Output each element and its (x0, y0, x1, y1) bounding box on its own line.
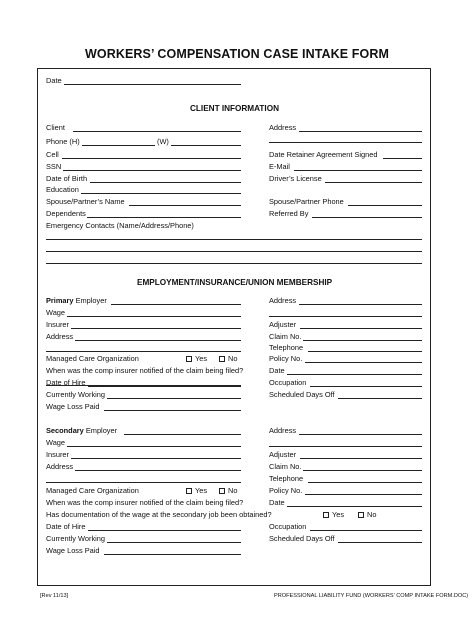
ssn-label: SSN (46, 162, 62, 171)
secondary-mco-yes[interactable] (186, 486, 207, 495)
client-field[interactable] (73, 131, 241, 132)
checkbox-icon[interactable] (186, 356, 192, 362)
email-field[interactable] (294, 170, 422, 171)
client-label: Client (46, 123, 65, 132)
primary-ins-address-field-2[interactable] (269, 316, 422, 317)
primary-address-label: Address (46, 332, 74, 341)
primary-insurer-label: Insurer (46, 320, 70, 329)
secondary-wage-field[interactable] (67, 446, 241, 447)
primary-telephone-field[interactable] (308, 351, 422, 352)
wage-doc-no[interactable] (358, 510, 376, 519)
primary-adjuster-label: Adjuster (269, 320, 297, 329)
primary-working-label: Currently Working (46, 390, 106, 399)
secondary-address-field-2[interactable] (46, 482, 241, 483)
emergency-line-1[interactable] (46, 239, 422, 240)
secondary-occupation-field[interactable] (310, 530, 422, 531)
secondary-mco-label: Managed Care Organization (46, 486, 139, 495)
primary-notified-label: When was the comp insurer notified of the claim being filed? (46, 366, 244, 375)
primary-wage-label: Wage (46, 308, 66, 317)
primary-employer-text: Employer (75, 296, 107, 305)
wage-doc-label: Has documentation of the wage at the secondary job been obtained? (46, 510, 272, 519)
footer-filename: PROFESSIONAL LIABILITY FUND (WORKERS’ COMP INTAKE FORM.DOC) (274, 593, 469, 599)
yes-label: Yes (195, 354, 208, 363)
primary-employer-label (46, 296, 107, 305)
secondary-days-off-field[interactable] (338, 542, 422, 543)
form-title: WORKERS’ COMPENSATION CASE INTAKE FORM (84, 47, 390, 61)
ssn-field[interactable] (63, 170, 241, 171)
referred-by-label: Referred By (269, 209, 309, 218)
client-info-heading: CLIENT INFORMATION (190, 104, 279, 113)
no-label: No (228, 486, 238, 495)
primary-address-field[interactable] (75, 340, 241, 341)
secondary-claim-label: Claim No. (269, 462, 302, 471)
primary-policy-label: Policy No. (269, 354, 303, 363)
secondary-bold: Secondary (46, 426, 84, 435)
primary-adjuster-field[interactable] (300, 328, 422, 329)
employment-heading: EMPLOYMENT/INSURANCE/UNION MEMBERSHIP (137, 278, 333, 287)
secondary-insurer-label: Insurer (46, 450, 70, 459)
secondary-wage-label: Wage (46, 438, 66, 447)
education-field[interactable] (81, 193, 241, 194)
primary-telephone-label: Telephone (269, 343, 304, 352)
primary-address-field-2[interactable] (46, 351, 241, 352)
secondary-working-field[interactable] (107, 542, 241, 543)
email-label: E-Mail (269, 162, 290, 171)
primary-ins-address-label: Address (269, 296, 297, 305)
secondary-days-off-label: Scheduled Days Off (269, 534, 335, 543)
primary-date-label: Date (269, 366, 285, 375)
secondary-wage-loss-field[interactable] (104, 554, 241, 555)
no-label: No (367, 510, 377, 519)
checkbox-icon[interactable] (323, 512, 329, 518)
retainer-label: Date Retainer Agreement Signed (269, 150, 378, 159)
secondary-notified-label: When was the comp insurer notified of the claim being filed? (46, 498, 244, 507)
secondary-telephone-label: Telephone (269, 474, 304, 483)
secondary-wage-loss-label: Wage Loss Paid (46, 546, 100, 555)
primary-mco-label: Managed Care Organization (46, 354, 139, 363)
date-field[interactable] (64, 84, 241, 85)
emergency-line-3[interactable] (46, 263, 422, 264)
secondary-working-label: Currently Working (46, 534, 106, 543)
secondary-date-label: Date (269, 498, 285, 507)
retainer-field[interactable] (383, 158, 422, 159)
secondary-mco-no[interactable] (219, 486, 237, 495)
secondary-claim-field[interactable] (303, 470, 422, 471)
primary-mco-no[interactable] (219, 354, 237, 363)
primary-occupation-label: Occupation (269, 378, 307, 387)
education-label: Education (46, 185, 79, 194)
phone-home-label: Phone (H) (46, 137, 80, 146)
primary-insurer-field[interactable] (71, 328, 241, 329)
secondary-adjuster-label: Adjuster (269, 450, 297, 459)
revision-note: [Rev 11/13] (40, 593, 69, 599)
client-address-field-2[interactable] (269, 142, 422, 143)
primary-wage-field[interactable] (67, 316, 241, 317)
secondary-hire-label: Date of Hire (46, 522, 86, 531)
primary-bold: Primary (46, 296, 74, 305)
spouse-name-label: Spouse/Partner’s Name (46, 197, 125, 206)
license-field[interactable] (325, 182, 422, 183)
secondary-adjuster-field[interactable] (300, 458, 422, 459)
primary-mco-yes[interactable] (186, 354, 207, 363)
primary-days-off-label: Scheduled Days Off (269, 390, 335, 399)
yes-label: Yes (332, 510, 345, 519)
primary-wage-loss-label: Wage Loss Paid (46, 402, 100, 411)
primary-hire-field[interactable] (88, 386, 241, 387)
primary-date-field[interactable] (287, 374, 422, 375)
secondary-ins-address-field-2[interactable] (269, 446, 422, 447)
date-label: Date (46, 76, 62, 85)
primary-employer-field[interactable] (111, 304, 241, 305)
spouse-name-field[interactable] (129, 205, 241, 206)
checkbox-icon[interactable] (219, 356, 225, 362)
phone-work-label: (W) (157, 137, 169, 146)
primary-hire-label: Date of Hire (46, 378, 86, 387)
primary-days-off-field[interactable] (338, 398, 422, 399)
client-address-label: Address (269, 123, 297, 132)
secondary-employer-text: Employer (85, 426, 118, 435)
secondary-ins-address-label: Address (269, 426, 297, 435)
client-address-field[interactable] (299, 131, 422, 132)
phone-work-field[interactable] (171, 145, 241, 146)
secondary-address-field[interactable] (75, 470, 241, 471)
secondary-policy-label: Policy No. (269, 486, 303, 495)
yes-label: Yes (195, 486, 208, 495)
phone-home-field[interactable] (82, 145, 155, 146)
secondary-date-field[interactable] (287, 506, 422, 507)
secondary-address-label: Address (46, 462, 74, 471)
primary-occupation-field[interactable] (310, 386, 422, 387)
wage-doc-yes[interactable] (323, 510, 344, 519)
emergency-line-2[interactable] (46, 251, 422, 252)
secondary-policy-field[interactable] (305, 494, 422, 495)
dependents-label: Dependents (46, 209, 86, 218)
secondary-ins-address-field[interactable] (299, 434, 422, 435)
license-label: Driver’s License (269, 174, 322, 183)
spouse-phone-label: Spouse/Partner Phone (269, 197, 344, 206)
cell-label: Cell (46, 150, 59, 159)
dob-field[interactable] (90, 182, 241, 183)
emergency-contacts-label: Emergency Contacts (Name/Address/Phone) (46, 221, 194, 230)
secondary-hire-field[interactable] (88, 530, 241, 531)
primary-wage-loss-field[interactable] (104, 410, 241, 411)
checkbox-icon[interactable] (219, 488, 225, 494)
secondary-occupation-label: Occupation (269, 522, 307, 531)
primary-policy-field[interactable] (305, 362, 422, 363)
secondary-telephone-field[interactable] (308, 482, 422, 483)
cell-field[interactable] (62, 158, 241, 159)
no-label: No (228, 354, 238, 363)
secondary-employer-field[interactable] (124, 434, 241, 435)
primary-claim-field[interactable] (303, 340, 422, 341)
dependents-field[interactable] (87, 217, 241, 218)
checkbox-icon[interactable] (186, 488, 192, 494)
secondary-employer-label (46, 426, 117, 435)
checkbox-icon[interactable] (358, 512, 364, 518)
primary-working-field[interactable] (107, 398, 241, 399)
primary-claim-label: Claim No. (269, 332, 302, 341)
secondary-insurer-field[interactable] (71, 458, 241, 459)
dob-label: Date of Birth (46, 174, 88, 183)
referred-by-field[interactable] (312, 217, 422, 218)
spouse-phone-field[interactable] (348, 205, 422, 206)
primary-ins-address-field[interactable] (299, 304, 422, 305)
